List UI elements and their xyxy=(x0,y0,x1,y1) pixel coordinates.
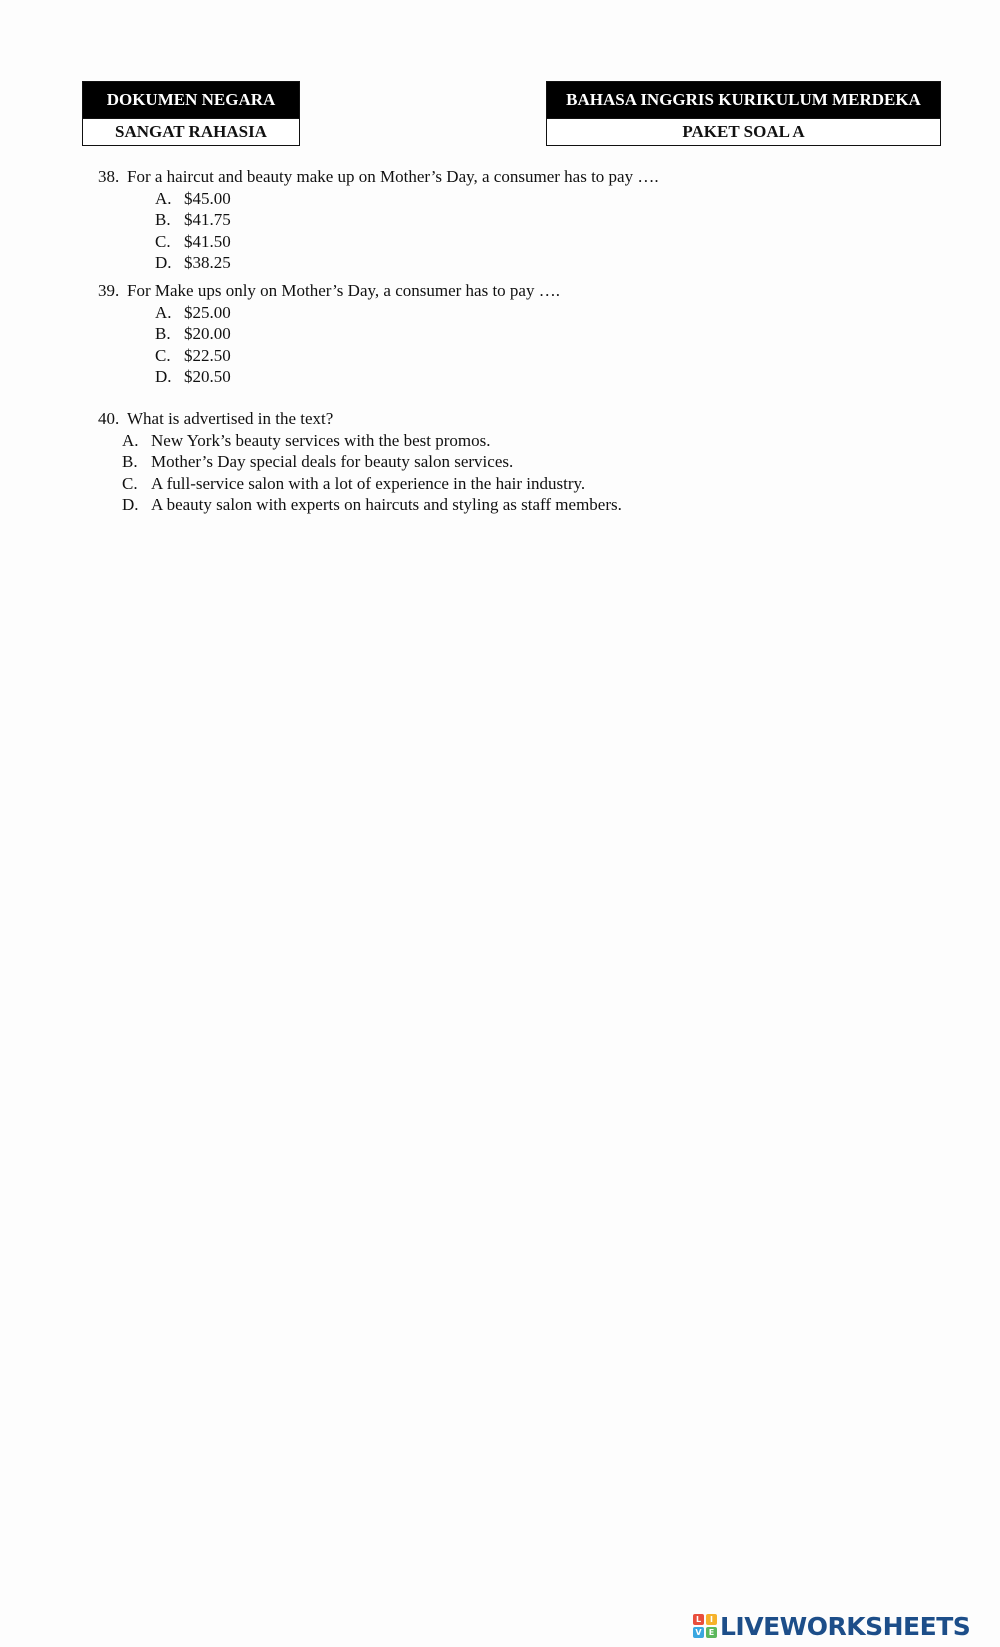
option-text: $38.25 xyxy=(184,253,231,272)
answer-option[interactable] xyxy=(122,451,622,473)
logo-mark-letter: L xyxy=(693,1614,704,1625)
option-text: $20.00 xyxy=(184,324,231,343)
answer-option[interactable] xyxy=(155,231,659,253)
option-letter: A. xyxy=(155,188,172,208)
question-text: For Make ups only on Mother’s Day, a consumer has to pay …. xyxy=(127,281,560,300)
header-package-label: PAKET SOAL A xyxy=(547,118,940,145)
answer-option[interactable] xyxy=(155,188,659,210)
option-text: New York’s beauty services with the best promos. xyxy=(151,430,491,450)
answer-option[interactable] xyxy=(122,430,622,452)
header-left-box xyxy=(82,81,300,146)
option-letter: A. xyxy=(122,430,139,450)
question-40 xyxy=(98,408,622,516)
question-stem xyxy=(98,408,622,430)
option-text: $41.50 xyxy=(184,231,231,251)
answer-option[interactable] xyxy=(122,473,622,495)
option-letter: C. xyxy=(155,345,171,365)
option-letter: D. xyxy=(122,495,139,514)
option-letter: D. xyxy=(155,253,172,272)
logo-mark-letter: V xyxy=(693,1627,704,1638)
header-secrecy-label: SANGAT RAHASIA xyxy=(83,118,299,145)
option-text: A full-service salon with a lot of experience in the hair industry. xyxy=(151,473,586,493)
answer-options xyxy=(122,430,622,516)
answer-options xyxy=(155,302,560,388)
option-letter: D. xyxy=(155,367,172,386)
option-letter: C. xyxy=(122,473,138,493)
question-stem xyxy=(98,280,560,302)
question-stem xyxy=(98,166,659,188)
header-subject-label: BAHASA INGGRIS KURIKULUM MERDEKA xyxy=(547,82,940,118)
option-text: Mother’s Day special deals for beauty salon services. xyxy=(151,452,514,471)
option-text: $41.75 xyxy=(184,210,231,229)
answer-option[interactable] xyxy=(155,323,560,345)
answer-options xyxy=(155,188,659,274)
option-text: $25.00 xyxy=(184,302,231,322)
question-text: What is advertised in the text? xyxy=(127,409,334,428)
answer-option[interactable] xyxy=(122,494,622,516)
question-number: 38. xyxy=(98,167,120,186)
liveworksheets-wordmark: LIVEWORKSHEETS xyxy=(720,1611,971,1641)
option-text: $22.50 xyxy=(184,345,231,365)
liveworksheets-mark-icon xyxy=(693,1614,717,1638)
option-letter: A. xyxy=(155,302,172,322)
question-text: For a haircut and beauty make up on Mother’s Day, a consumer has to pay …. xyxy=(127,167,659,186)
option-letter: B. xyxy=(122,452,138,471)
header-document-label: DOKUMEN NEGARA xyxy=(83,82,299,118)
option-text: A beauty salon with experts on haircuts and styling as staff members. xyxy=(151,495,622,514)
header-right-box xyxy=(546,81,941,146)
option-letter: B. xyxy=(155,210,171,229)
question-number: 39. xyxy=(98,281,120,300)
answer-option[interactable] xyxy=(155,366,560,388)
answer-option[interactable] xyxy=(155,209,659,231)
option-letter: C. xyxy=(155,231,171,251)
liveworksheets-logo xyxy=(693,1612,970,1640)
option-letter: B. xyxy=(155,324,171,343)
question-38 xyxy=(98,166,659,274)
answer-option[interactable] xyxy=(155,252,659,274)
answer-option[interactable] xyxy=(155,302,560,324)
question-39 xyxy=(98,280,560,388)
logo-mark-letter: E xyxy=(706,1627,717,1638)
question-number: 40. xyxy=(98,409,120,428)
option-text: $45.00 xyxy=(184,188,231,208)
logo-mark-letter: I xyxy=(706,1614,717,1625)
answer-option[interactable] xyxy=(155,345,560,367)
option-text: $20.50 xyxy=(184,367,231,386)
